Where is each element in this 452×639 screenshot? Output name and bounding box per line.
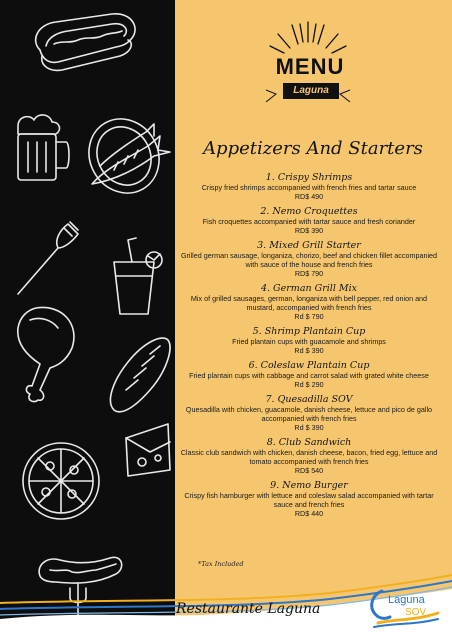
item-name: 6. Coleslaw Plantain Cup bbox=[248, 360, 370, 371]
menu-item bbox=[180, 394, 438, 432]
item-name: 1. Crispy Shrimps bbox=[265, 172, 353, 183]
item-description: Crispy fried shrimps accompanied with french fries and tartar sauce bbox=[201, 183, 417, 192]
laguna-sov-logo-icon bbox=[364, 583, 442, 629]
item-description: Quesadilla with chicken, guacamole, danish cheese, lettuce and pico de gallo accompanied with french fries bbox=[185, 405, 433, 423]
item-price: Rd $ 390 bbox=[294, 423, 324, 432]
section-title: Appetizers And Starters bbox=[203, 138, 423, 159]
item-description: Grilled german sausage, longaniza, chorizo, beef and chicken fillet accompanied with sauce of the house and french fries bbox=[180, 251, 438, 269]
item-name: 9. Nemo Burger bbox=[270, 480, 348, 491]
item-description: Mix of grilled sausages, german, longaniza with bell pepper, red onion and mustard, accompanied with french fries bbox=[190, 294, 428, 312]
item-price: Rd $ 290 bbox=[294, 380, 324, 389]
item-description: Fish croquettes accompanied with tartar sauce and fresh coriander bbox=[202, 217, 416, 226]
menu-items-list bbox=[180, 172, 438, 523]
item-name: 8. Club Sandwich bbox=[266, 437, 352, 448]
item-price: Rd $ 390 bbox=[294, 346, 324, 355]
menu-item bbox=[180, 480, 438, 518]
item-name: 2. Nemo Croquettes bbox=[260, 206, 358, 217]
item-description: Crispy fish hamburger with lettuce and coleslaw salad accompanied with tartar sauce and french fries bbox=[184, 491, 434, 509]
item-name: 3. Mixed Grill Starter bbox=[257, 240, 361, 251]
tax-note: *Tax Included bbox=[198, 560, 244, 568]
hotdog-icon bbox=[28, 10, 140, 78]
item-description: Classic club sandwich with chicken, danish cheese, bacon, fried egg, lettuce and tomato accompanied with french fries bbox=[180, 448, 438, 466]
drink-glass-icon bbox=[108, 236, 164, 318]
menu-ribbon: Laguna bbox=[283, 83, 339, 99]
item-price: RD$ 490 bbox=[294, 192, 324, 201]
logo-text-sov: SOV bbox=[405, 607, 427, 618]
item-description: Fried plantain cups with cabbage and carrot salad with grated white cheese bbox=[189, 371, 429, 380]
menu-heading: MENU bbox=[275, 54, 345, 79]
fish-plate-icon bbox=[78, 110, 173, 200]
item-description: Fried plantain cups with guacamole and shrimps bbox=[232, 337, 386, 346]
menu-item bbox=[180, 360, 438, 389]
chicken-leg-icon bbox=[6, 300, 86, 406]
item-name: 7. Quesadilla SOV bbox=[265, 394, 353, 405]
logo-text-laguna: Laguna bbox=[388, 594, 425, 606]
menu-item bbox=[180, 240, 438, 278]
item-price: Rd $ 790 bbox=[294, 312, 324, 321]
item-price: RD$ 540 bbox=[294, 466, 324, 475]
menu-item bbox=[180, 172, 438, 201]
pizza-icon bbox=[18, 438, 104, 524]
restaurant-name: Restaurante Laguna bbox=[176, 601, 321, 617]
item-price: RD$ 790 bbox=[294, 269, 324, 278]
menu-item bbox=[180, 206, 438, 235]
fork-icon bbox=[12, 218, 84, 300]
item-price: RD$ 390 bbox=[294, 226, 324, 235]
menu-item bbox=[180, 326, 438, 355]
cheese-icon bbox=[120, 418, 175, 480]
item-name: 5. Shrimp Plantain Cup bbox=[252, 326, 366, 337]
menu-item bbox=[180, 283, 438, 321]
item-name: 4. German Grill Mix bbox=[260, 283, 358, 294]
beer-mug-icon bbox=[10, 112, 72, 184]
item-price: RD$ 440 bbox=[294, 509, 324, 518]
bread-loaf-icon bbox=[104, 332, 174, 418]
menu-item bbox=[180, 437, 438, 475]
